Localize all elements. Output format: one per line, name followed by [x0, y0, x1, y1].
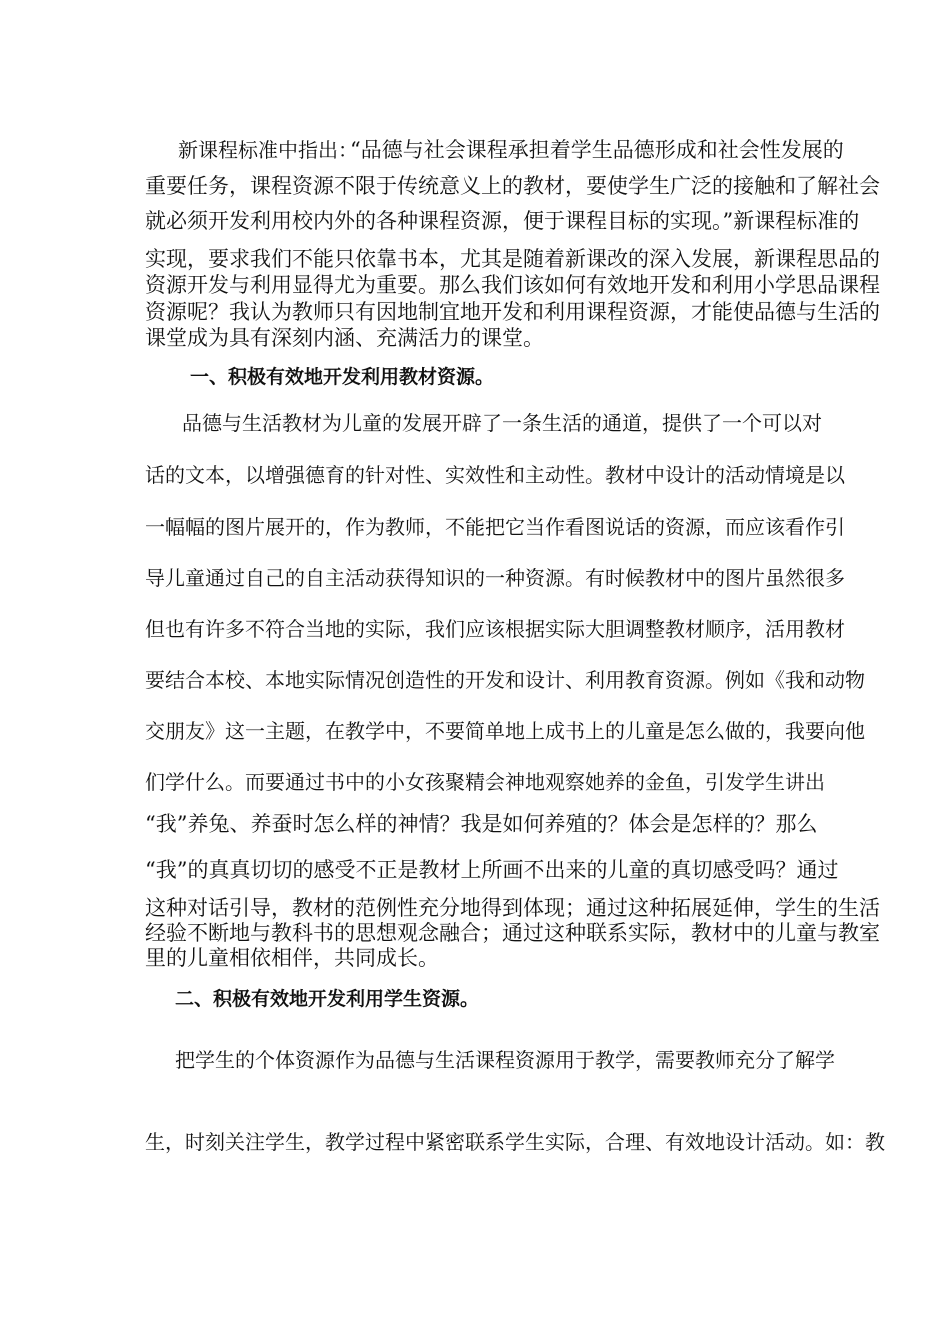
section2-line-2: 生，时刻关注学生，教学过程中紧密联系学生实际，合理、有效地设计活动。如：教	[145, 1130, 885, 1154]
section1-line-4: 导儿童通过自己的自主活动获得知识的一种资源。有时候教材中的图片虽然很多	[145, 566, 845, 590]
section1-line-8: 们学什么。而要通过书中的小女孩聚精会神地观察她养的金鱼，引发学生讲出	[145, 770, 825, 794]
section1-serif-line-3: 这种对话引导，教材的范例性充分地得到体现；通过这种拓展延伸，学生的生活	[145, 896, 880, 920]
intro-line-1: “品德与社会课程承担着学生品德形成和社会性发展的	[350, 138, 844, 162]
intro-line-3: 就必须开发利用校内外的各种课程资源，便于课程目标的实现。”新课程标准的	[145, 209, 860, 233]
section1-line-6: 要结合本校、本地实际情况创造性的开发和设计、利用教育资源。例如《我和动物	[145, 668, 865, 692]
intro-line-4: 实现，要求我们不能只依靠书本，尤其是随着新课改的深入发展，新课程思品的	[145, 247, 880, 271]
section-heading-2: 二、积极有效地开发利用学生资源。	[175, 988, 480, 1010]
section1-serif-line-4: 经验不断地与教科书的思想观念融合；通过这种联系实际，教材中的儿童与教室	[145, 921, 880, 945]
intro-line-7: 课堂成为具有深刻内涵、充满活力的课堂。	[145, 326, 544, 350]
section1-line-3: 一幅幅的图片展开的，作为教师，不能把它当作看图说话的资源，而应该看作引	[145, 515, 845, 539]
section-heading-1: 一、积极有效地开发利用教材资源。	[190, 366, 495, 388]
section1-line-2: 话的文本，以增强德育的针对性、实效性和主动性。教材中设计的活动情境是以	[145, 463, 845, 487]
section1-serif-line-2: “我”的真真切切的感受不正是教材上所画不出来的儿童的真切感受吗？通过	[145, 858, 839, 882]
section1-line-7: 交朋友》这一主题，在教学中，不要简单地上成书上的儿童是怎么做的，我要向他	[145, 719, 865, 743]
section1-serif-line-1: “我”养兔、养蚕时怎么样的神情？我是如何养殖的？体会是怎样的？那么	[145, 812, 818, 836]
intro-line-5: 资源开发与利用显得尤为重要。那么我们该如何有效地开发和利用小学思品课程	[145, 273, 880, 297]
intro-lead: 新课程标准中指出：	[178, 138, 358, 162]
intro-line-6: 资源呢？我认为教师只有因地制宜地开发和利用课程资源，才能使品德与生活的	[145, 300, 880, 324]
section1-serif-line-5: 里的儿童相依相伴，共同成长。	[145, 946, 439, 970]
section2-line-1: 把学生的个体资源作为品德与生活课程资源用于教学，需要教师充分了解学	[175, 1048, 835, 1072]
section1-line-5: 但也有许多不符合当地的实际，我们应该根据实际大胆调整教材顺序，活用教材	[145, 617, 845, 641]
section1-line-1: 品德与生活教材为儿童的发展开辟了一条生活的通道，提供了一个可以对	[182, 411, 822, 435]
intro-line-2: 重要任务，课程资源不限于传统意义上的教材，要使学生广泛的接触和了解社会	[145, 174, 880, 198]
